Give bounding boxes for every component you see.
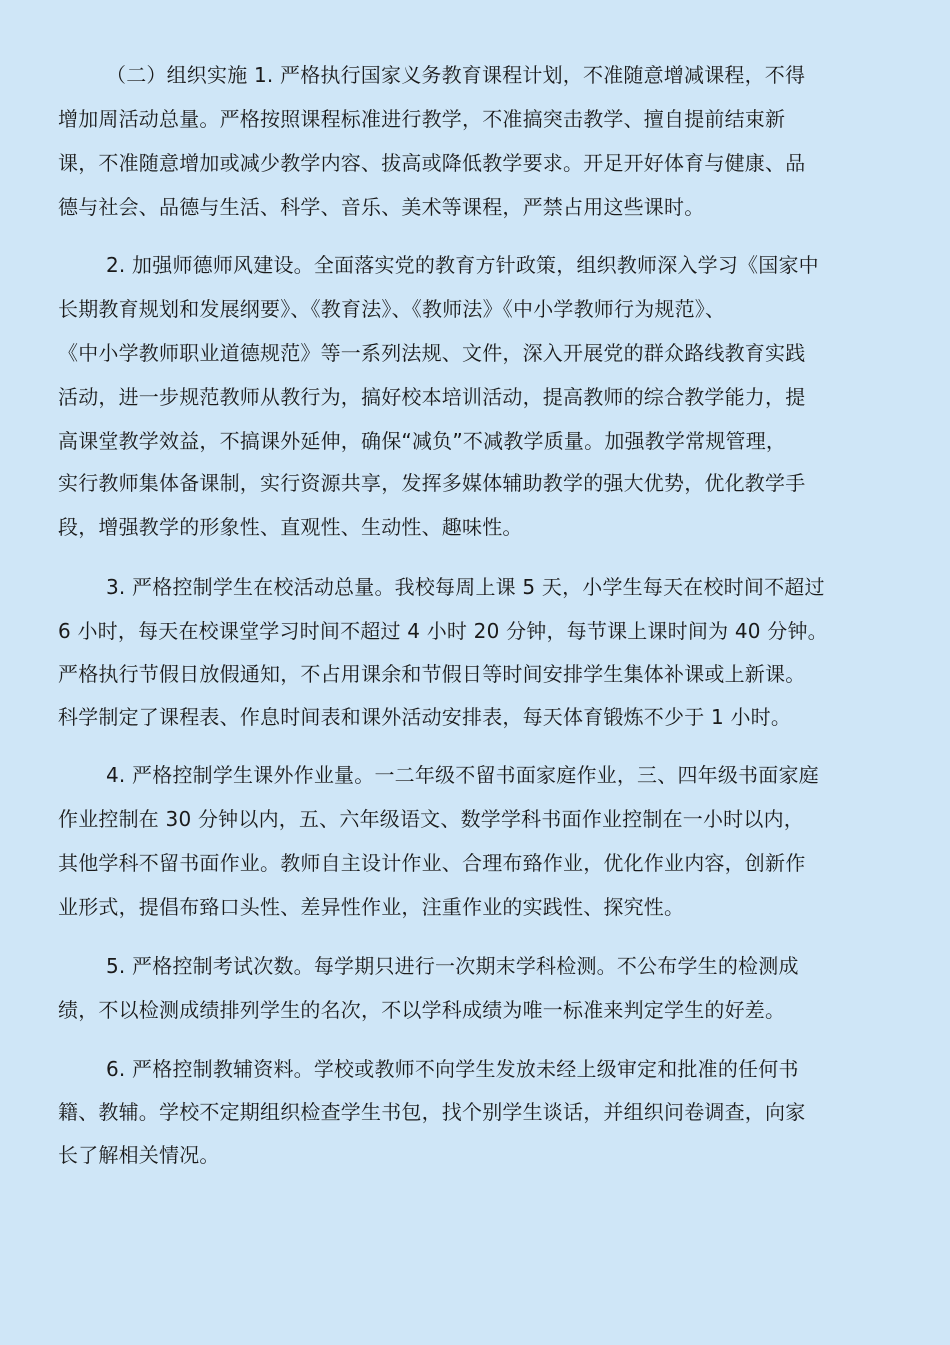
paragraph-4-line-4: 业形式，提倡布臵口头性、差异性作业，注重作业的实践性、探究性。 [58, 895, 685, 919]
paragraph-1-line-1: （二）组织实施 1. 严格执行国家义务教育课程计划，不准随意增减课程，不得 [106, 63, 806, 87]
paragraph-4-line-1: 4. 严格控制学生课外作业量。一二年级不留书面家庭作业，三、四年级书面家庭 [106, 763, 819, 787]
paragraph-5-line-2: 绩，不以检测成绩排列学生的名次，不以学科成绩为唯一标准来判定学生的好差。 [58, 998, 786, 1022]
paragraph-3-line-4: 科学制定了课程表、作息时间表和课外活动安排表，每天体育锻炼不少于 1 小时。 [58, 705, 792, 729]
paragraph-2-line-4: 活动，进一步规范教师从教行为，搞好校本培训活动，提高教师的综合教学能力，提 [58, 385, 806, 409]
paragraph-2-line-2: 长期教育规划和发展纲要》、《教育法》、《教师法》《中小学教师行为规范》、 [58, 297, 726, 321]
paragraph-3-line-2: 6 小时，每天在校课堂学习时间不超过 4 小时 20 分钟，每节课上课时间为 40 分钟。 [58, 619, 828, 643]
paragraph-6-line-1: 6. 严格控制教辅资料。学校或教师不向学生发放未经上级审定和批准的任何书 [106, 1057, 799, 1081]
paragraph-1-line-4: 德与社会、品德与生活、科学、音乐、美术等课程，严禁占用这些课时。 [58, 195, 705, 219]
paragraph-5-line-1: 5. 严格控制考试次数。每学期只进行一次期末学科检测。不公布学生的检测成 [106, 954, 799, 978]
paragraph-6-line-2: 籍、教辅。学校不定期组织检查学生书包，找个别学生谈话，并组织问卷调查，向家 [58, 1100, 806, 1124]
paragraph-2-line-3: 《中小学教师职业道德规范》等一系列法规、文件，深入开展党的群众路线教育实践 [58, 341, 806, 365]
paragraph-2-line-7: 段，增强教学的形象性、直观性、生动性、趣味性。 [58, 515, 523, 539]
paragraph-2-line-1: 2. 加强师德师风建设。全面落实党的教育方针政策，组织教师深入学习《国家中 [106, 253, 819, 277]
paragraph-1-line-2: 增加周活动总量。严格按照课程标准进行教学，不准搞突击教学、擅自提前结束新 [58, 107, 786, 131]
paragraph-1-line-3: 课，不准随意增加或减少教学内容、拔高或降低教学要求。开足开好体育与健康、品 [58, 151, 806, 175]
paragraph-4-line-3: 其他学科不留书面作业。教师自主设计作业、合理布臵作业，优化作业内容，创新作 [58, 851, 806, 875]
paragraph-3-line-3: 严格执行节假日放假通知，不占用课余和节假日等时间安排学生集体补课或上新课。 [58, 662, 806, 686]
paragraph-2-line-5: 高课堂教学效益，不搞课外延伸，确保“减负”不减教学质量。加强教学常规管理， [58, 429, 787, 453]
paragraph-6-line-3: 长了解相关情况。 [58, 1143, 220, 1167]
paragraph-2-line-6: 实行教师集体备课制，实行资源共享，发挥多媒体辅助教学的强大优势，优化教学手 [58, 471, 806, 495]
paragraph-3-line-1: 3. 严格控制学生在校活动总量。我校每周上课 5 天，小学生每天在校时间不超过 [106, 575, 825, 599]
paragraph-4-line-2: 作业控制在 30 分钟以内，五、六年级语文、数学学科书面作业控制在一小时以内， [58, 807, 804, 831]
